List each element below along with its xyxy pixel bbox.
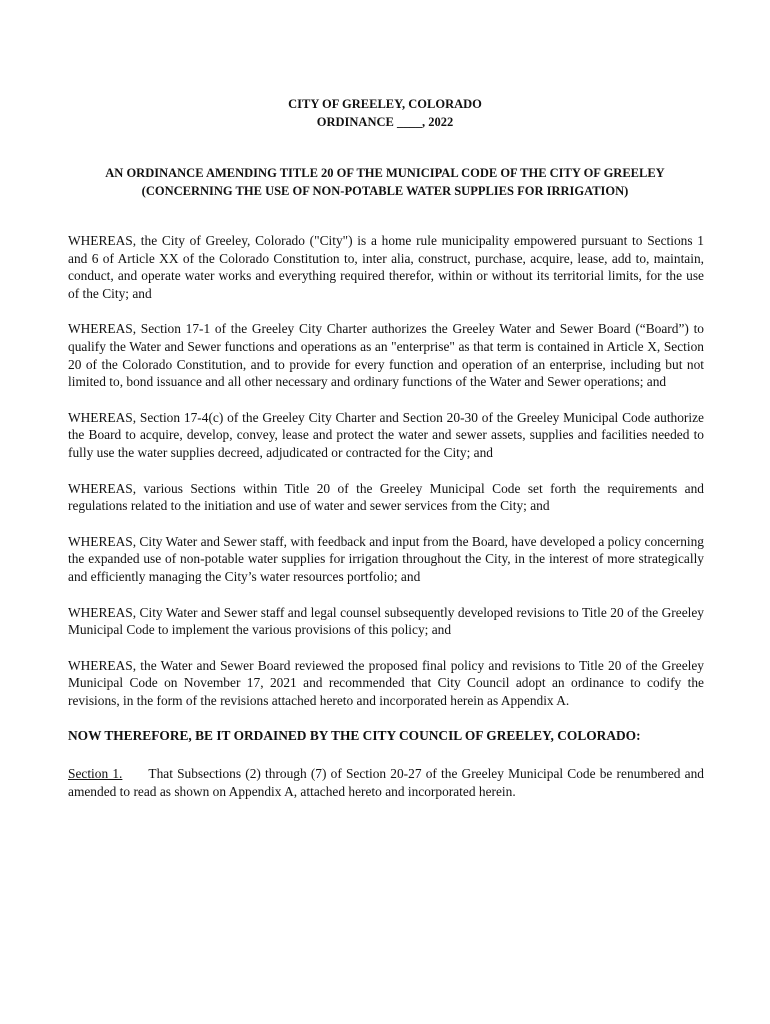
section-1-text: That Subsections (2) through (7) of Section 20-27 of the Greeley Municipal Code be renumbered and amended to read as shown on Appendix A, attached hereto and incorporated herein. xyxy=(68,766,704,799)
city-heading: CITY OF GREELEY, COLORADO xyxy=(288,97,482,111)
whereas-paragraph: WHEREAS, Section 17-1 of the Greeley City Charter authorizes the Greeley Water and Sewer Board (“Board”) to qualify the Water and Sewer functions and operations as an "enterprise" as that term is contained in Article X, Section 20 of the Colorado Constitution, and to provide for every function and operation of an enterprise, including but not limited to, bond issuance and all other necessary and ordinary functions of the Water and Sewer operations; and xyxy=(68,321,704,390)
title-block xyxy=(0,95,770,131)
ordinance-subject-line-2: (CONCERNING THE USE OF NON-POTABLE WATER SUPPLIES FOR IRRIGATION) xyxy=(141,184,629,198)
ordinance-number-heading: ORDINANCE ____, 2022 xyxy=(316,115,454,129)
section-1-paragraph xyxy=(68,765,704,800)
whereas-paragraph: WHEREAS, City Water and Sewer staff, with feedback and input from the Board, have developed a policy concerning the expanded use of non-potable water supplies for irrigation throughout the City, in the interest of more strategically and efficiently managing the City’s water resources portfolio; and xyxy=(68,533,704,584)
ordinance-body xyxy=(68,232,704,818)
whereas-paragraph: WHEREAS, Section 17-4(c) of the Greeley City Charter and Section 20-30 of the Greeley Municipal Code authorize the Board to acquire, develop, convey, lease and protect the water and sewer assets, supplies and facilities needed to fully use the water supplies decreed, adjudicated or contracted for the City; and xyxy=(68,409,704,460)
ordain-clause: NOW THEREFORE, BE IT ORDAINED BY THE CITY COUNCIL OF GREELEY, COLORADO: xyxy=(68,728,641,744)
whereas-paragraph: WHEREAS, City Water and Sewer staff and legal counsel subsequently developed revisions to Title 20 of the Greeley Municipal Code to implement the various provisions of this policy; and xyxy=(68,604,704,638)
whereas-paragraph: WHEREAS, the Water and Sewer Board reviewed the proposed final policy and revisions to Title 20 of the Greeley Municipal Code on November 17, 2021 and recommended that City Council adopt an ordinance to codify the revisions, in the form of the revisions attached hereto and incorporated herein as Appendix A. xyxy=(68,657,704,708)
whereas-paragraph: WHEREAS, various Sections within Title 20 of the Greeley Municipal Code set forth the requirements and regulations related to the initiation and use of water and sewer services from the City; and xyxy=(68,480,704,514)
section-1-label: Section 1. xyxy=(68,766,123,782)
subject-block xyxy=(0,164,770,200)
whereas-paragraph: WHEREAS, the City of Greeley, Colorado ("City") is a home rule municipality empowered pursuant to Sections 1 and 6 of Article XX of the Colorado Constitution to, inter alia, construct, purchase, acquire, lease, add to, maintain, conduct, and operate water works and everything required therefor, within or without its territorial limits, for the use of the City; and xyxy=(68,233,704,301)
ordinance-subject-line-1: AN ORDINANCE AMENDING TITLE 20 OF THE MUNICIPAL CODE OF THE CITY OF GREELEY xyxy=(105,166,665,180)
